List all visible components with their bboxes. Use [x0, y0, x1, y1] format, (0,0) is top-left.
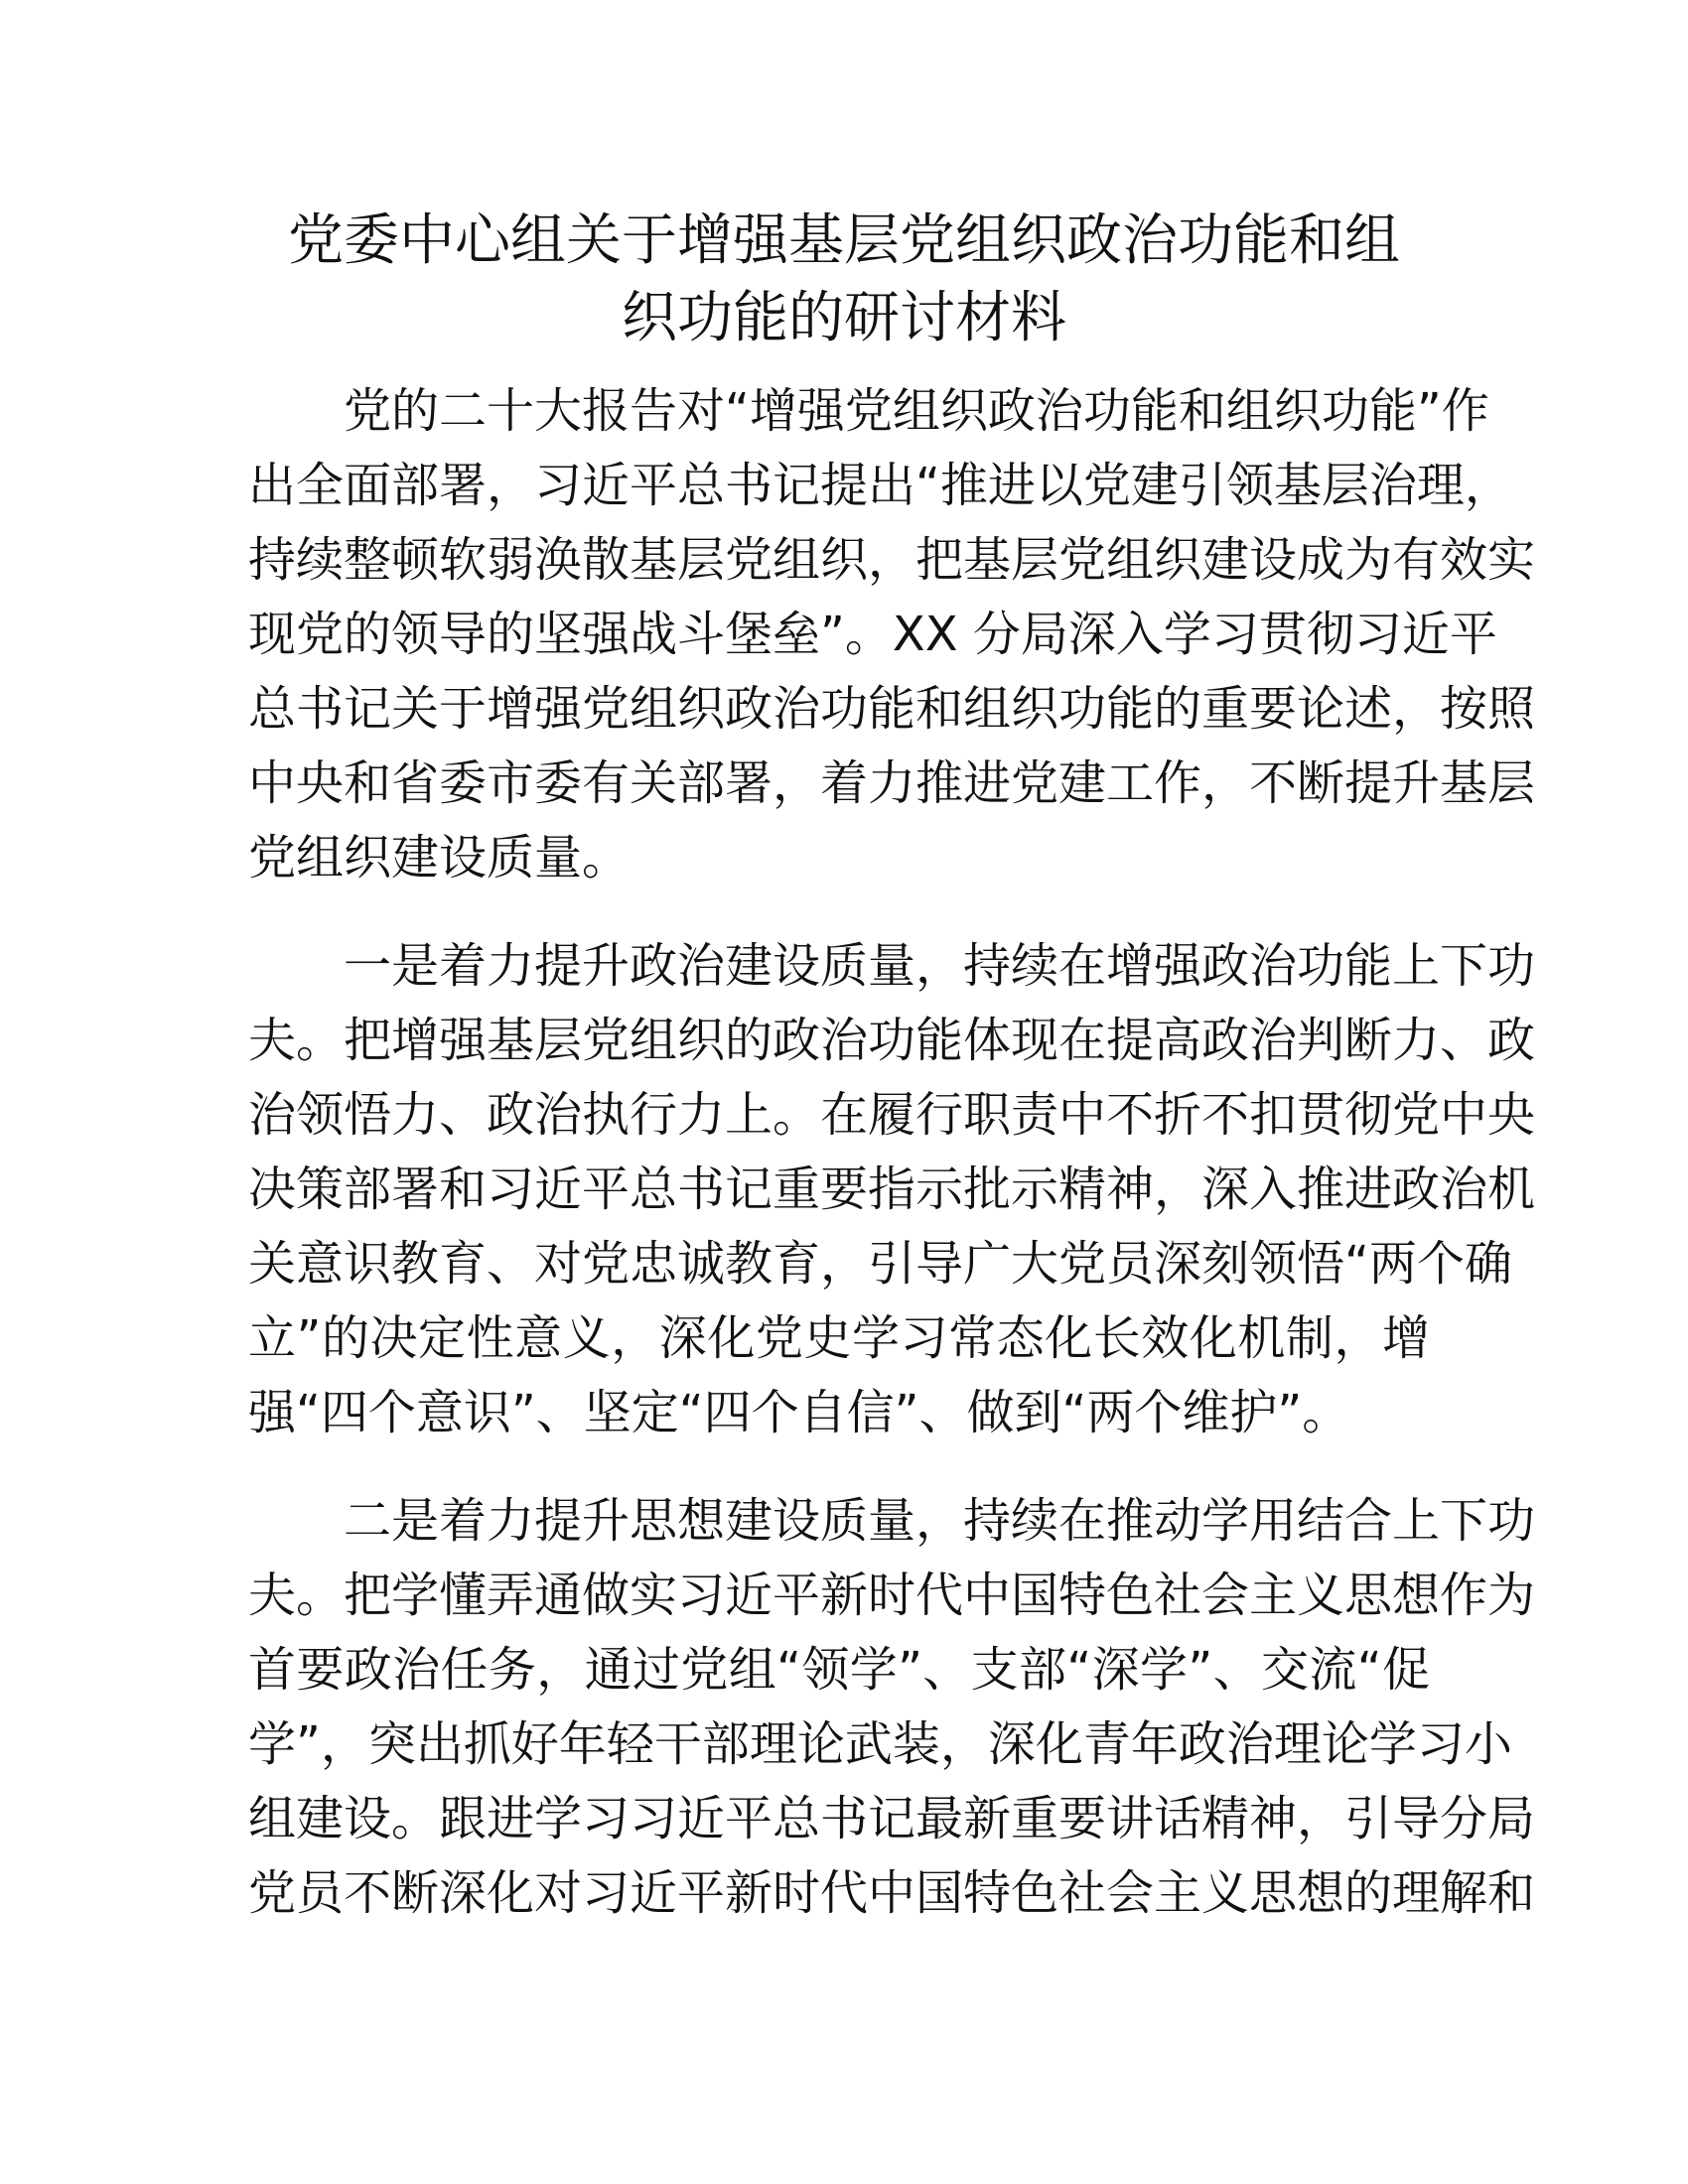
text-line: 总书记关于增强党组织政治功能和组织功能的重要论述，按照	[248, 681, 1536, 737]
text-line: 二是着力提升思想建设质量，持续在推动学用结合上下功	[344, 1493, 1536, 1549]
text-line: 治领悟力、政治执行力上。在履行职责中不折不扣贯彻党中央	[248, 1087, 1536, 1143]
document-body	[248, 374, 1536, 1965]
text-line: 决策部署和习近平总书记重要指示批示精神，深入推进政治机	[248, 1161, 1536, 1217]
text-line: 夫。把增强基层党组织的政治功能体现在提高政治判断力、政	[248, 1013, 1536, 1068]
text-line: 组建设。跟进学习习近平总书记最新重要讲话精神，引导分局	[248, 1791, 1536, 1846]
text-line: 现党的领导的坚强战斗堡垒”。XX 分局深入学习贯彻习近平	[248, 607, 1497, 662]
document-title	[238, 203, 1450, 357]
text-line: 党的二十大报告对“增强党组织政治功能和组织功能”作	[344, 383, 1489, 439]
text-line: 中央和省委市委有关部署，着力推进党建工作，不断提升基层	[248, 755, 1536, 811]
paragraph-political	[248, 929, 1536, 1450]
text-line: 首要政治任务，通过党组“领学”、支部“深学”、交流“促	[248, 1642, 1430, 1698]
text-line: 关意识教育、对党忠诚教育，引导广大党员深刻领悟“两个确	[248, 1236, 1512, 1292]
paragraph-ideological	[248, 1484, 1536, 1931]
text-line: 出全面部署，习近平总书记提出“推进以党建引领基层治理，	[248, 458, 1512, 513]
text-line: 一是着力提升政治建设质量，持续在增强政治功能上下功	[344, 938, 1536, 994]
title-line: 党委中心组关于增强基层党组织政治功能和组	[288, 208, 1400, 273]
text-line: 强“四个意识”、坚定“四个自信”、做到“两个维护”。	[248, 1385, 1350, 1440]
title-line: 织功能的研讨材料	[622, 286, 1066, 350]
text-line: 党员不断深化对习近平新时代中国特色社会主义思想的理解和	[248, 1865, 1536, 1921]
text-line: 学”，突出抓好年轻干部理论武装，深化青年政治理论学习小	[248, 1716, 1512, 1772]
text-line: 持续整顿软弱涣散基层党组织，把基层党组织建设成为有效实	[248, 532, 1536, 588]
text-line: 党组织建设质量。	[248, 830, 631, 886]
text-line: 立”的决定性意义，深化党史学习常态化长效化机制，增	[248, 1310, 1430, 1366]
text-line: 夫。把学懂弄通做实习近平新时代中国特色社会主义思想作为	[248, 1568, 1536, 1623]
paragraph-intro	[248, 374, 1536, 895]
